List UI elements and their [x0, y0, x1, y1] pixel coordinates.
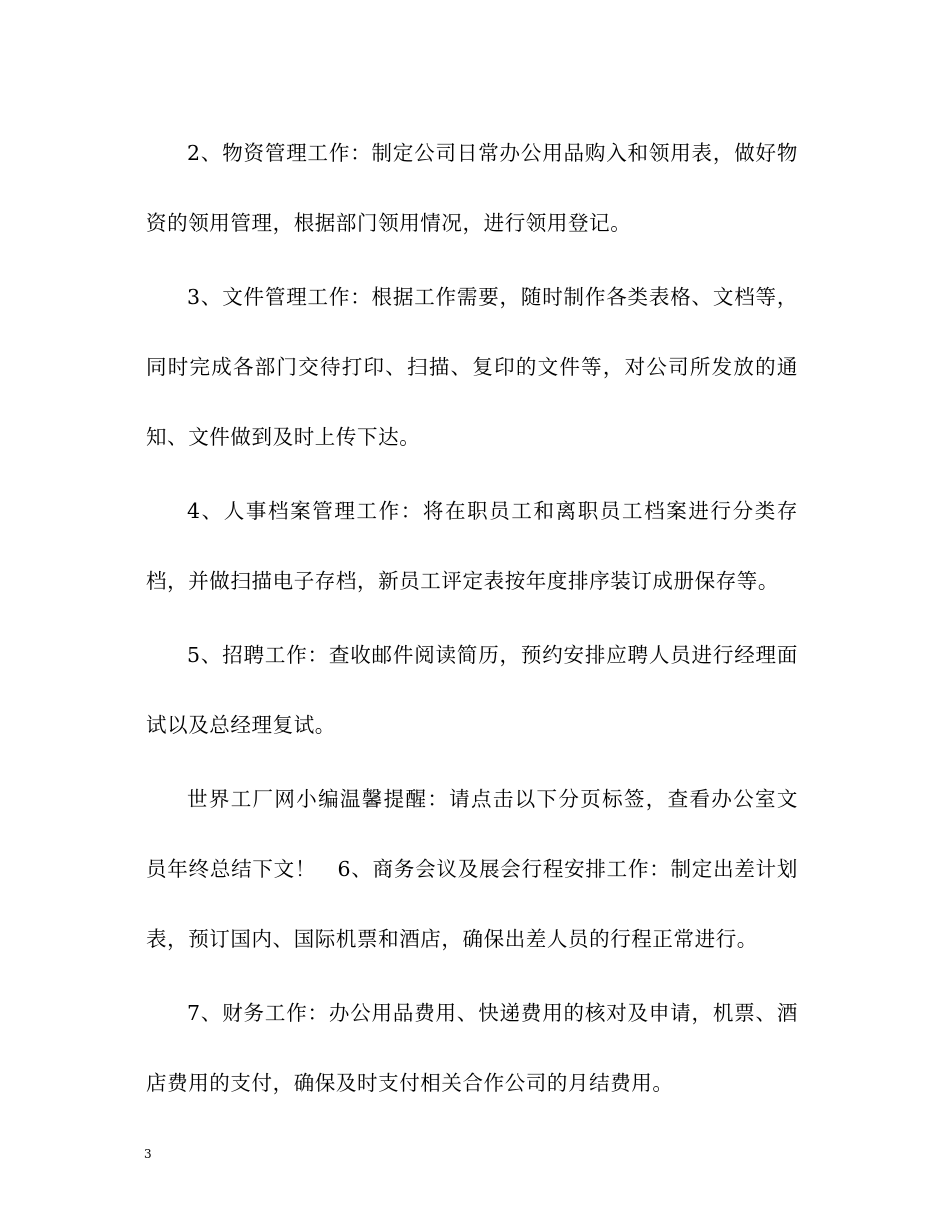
paragraph-reminder-and-business-trips: 世界工厂网小编温馨提醒：请点击以下分页标签，查看办公室文员年终总结下文！ 6、商务会议及展会行程安排工作：制定出差计划表，预订国内、国际机票和酒店，确保出差人员的行程正常进行。 — [146, 787, 798, 951]
paragraph-recruitment: 5、招聘工作：查收邮件阅读简历，预约安排应聘人员进行经理面试以及总经理复试。 — [146, 643, 798, 737]
page-number: 3 — [144, 1147, 152, 1161]
paragraph-materials-management: 2、物资管理工作：制定公司日常办公用品购入和领用表，做好物资的领用管理，根据部门领用情况，进行领用登记。 — [146, 141, 798, 235]
paragraph-personnel-archives: 4、人事档案管理工作：将在职员工和离职员工档案进行分类存档，并做扫描电子存档，新员工评定表按年度排序装订成册保存等。 — [146, 499, 798, 593]
paragraph-finance: 7、财务工作：办公用品费用、快递费用的核对及申请，机票、酒店费用的支付，确保及时支付相关合作公司的月结费用。 — [146, 1001, 798, 1095]
paragraph-file-management: 3、文件管理工作：根据工作需要，随时制作各类表格、文档等，同时完成各部门交待打印、扫描、复印的文件等，对公司所发放的通知、文件做到及时上传下达。 — [146, 285, 798, 449]
document-body — [146, 118, 798, 1122]
